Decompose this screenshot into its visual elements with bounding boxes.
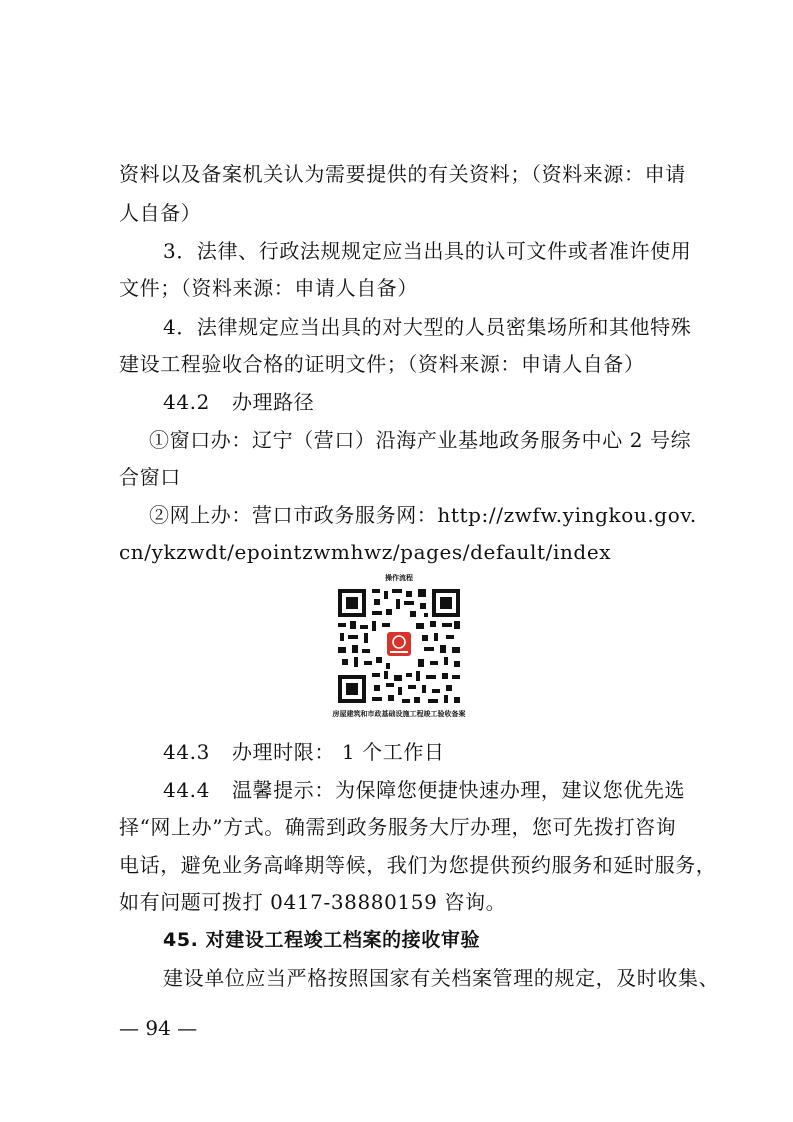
route-online-label: ②网上办：: [149, 503, 252, 527]
qr-caption-top: 操作流程: [385, 574, 413, 582]
list-item-4: 4．法律规定应当出具的对大型的人员密集场所和其他特殊: [163, 315, 692, 339]
section-value: 为保障您便捷快速办理，建议您优先选: [334, 778, 686, 802]
section-heading-44-4: [163, 778, 686, 802]
section-label: 办理时限：: [231, 740, 335, 764]
route-online-url: 营口市政务服务网：http://zwfw.yingkou.gov.: [252, 503, 697, 527]
url-continuation: cn/ykzwdt/epointzwmhwz/pages/default/index: [119, 540, 612, 564]
section-value: 1 个工作日: [334, 740, 445, 764]
paragraph-line: 文件；（资料来源：申请人自备）: [119, 276, 418, 300]
paragraph-line: 资料以及备案机关认为需要提供的有关资料；（资料来源：申请: [119, 162, 686, 186]
section-label: 温馨提示：: [231, 778, 335, 802]
paragraph-line: 如有问题可拨打 0417-38880159 咨询。: [119, 890, 507, 914]
paragraph-line: 合窗口: [119, 465, 181, 489]
route-window-item: ①窗口办：辽宁（营口）沿海产业基地政务服务中心 2 号综: [149, 428, 692, 452]
section-heading-45: 45. 对建设工程竣工档案的接收审验: [163, 929, 481, 951]
section-number: 44.4: [163, 778, 210, 802]
paragraph-line: 建设工程验收合格的证明文件；（资料来源：申请人自备）: [119, 352, 645, 376]
section-title: 办理路径: [231, 390, 315, 414]
qr-caption-bottom: 房屋建筑和市政基础设施工程竣工验收备案: [332, 710, 466, 718]
section-heading-44-2: [163, 390, 679, 414]
paragraph-line: 人自备）: [119, 201, 202, 225]
list-item-3: 3．法律、行政法规规定应当出具的认可文件或者准许使用: [163, 239, 692, 263]
route-online-item: [149, 503, 697, 527]
paragraph-line: 电话，避免业务高峰期等候，我们为您提供预约服务和延时服务，: [119, 853, 717, 877]
section-number: 44.2: [163, 390, 210, 414]
page-number: — 94 —: [119, 1016, 198, 1040]
qr-code-block: [326, 573, 472, 721]
paragraph-line: 建设单位应当严格按照国家有关档案管理的规定，及时收集、: [163, 966, 720, 990]
section-heading-44-3: [163, 740, 679, 764]
paragraph-line: 择“网上办”方式。确需到政务服务大厅办理，您可先拨打咨询: [119, 815, 677, 839]
section-number: 44.3: [163, 740, 210, 764]
qr-code-icon: [334, 585, 464, 707]
